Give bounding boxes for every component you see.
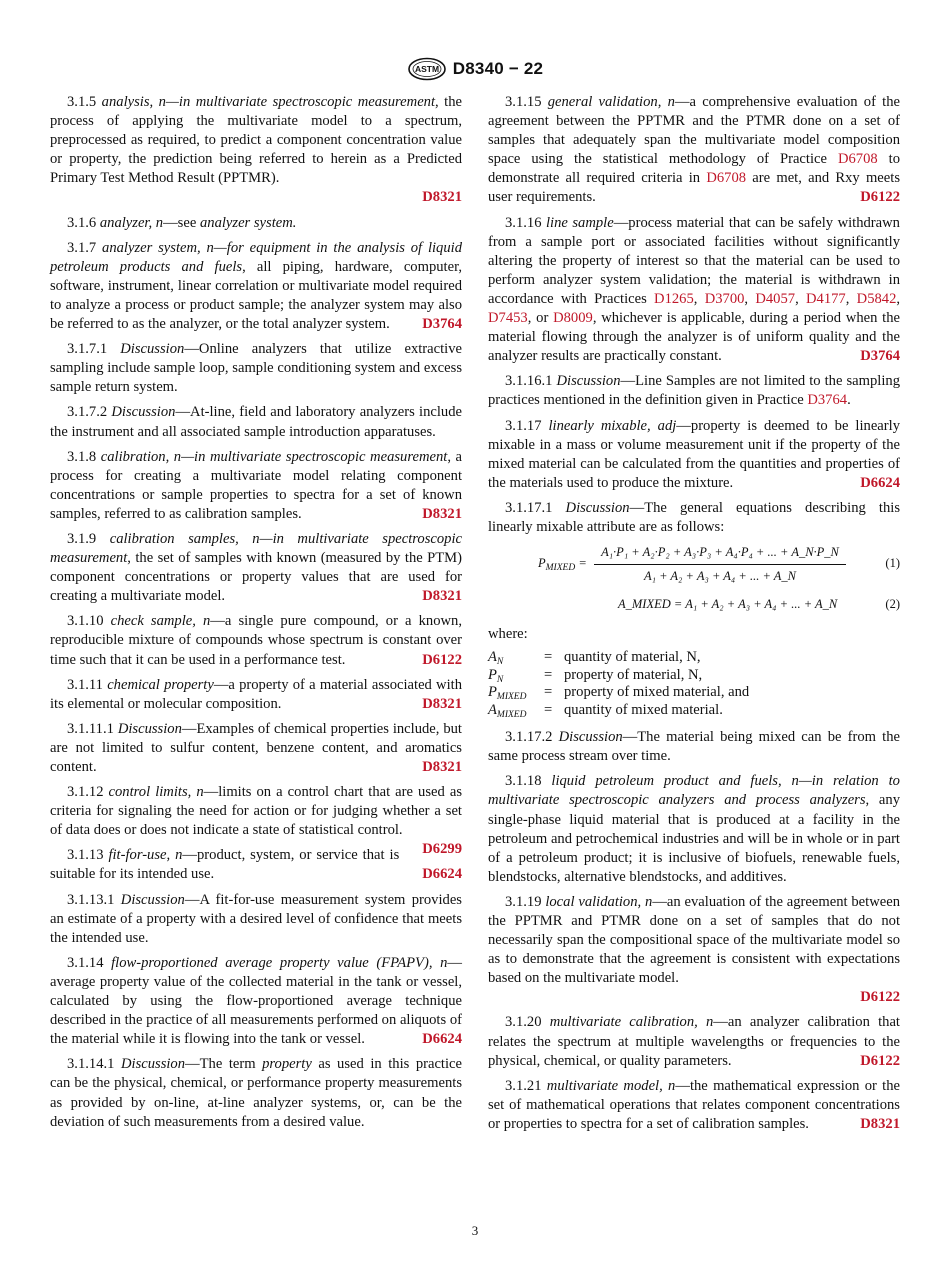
reference-link[interactable]: D6122 xyxy=(860,1052,900,1069)
definition-entry: 3.1.11 chemical property—a property of a material associated with its elemental or molecular composition. D8321 xyxy=(50,676,462,714)
discussion-entry: 3.1.17.1 Discussion—The general equations describing this linearly mixable attribute are as follows: xyxy=(488,499,900,535)
definition-entry: 3.1.10 check sample, n—a single pure compound, or a known, reproducible mixture of compounds whose spectrum is constant over time such that it can be used in a performance test. D6122 xyxy=(50,612,462,669)
term: analysis, n—in multivariate spectroscopic measurement xyxy=(101,94,436,110)
definition-entry: 3.1.17 linearly mixable, adj—property is deemed to be linearly mixable in a mass or volume measurement unit if the property of the mixed material can be calculated from the quantities and properties of the materials used to produce the mixture. D6624 xyxy=(488,417,900,493)
discussion-entry: 3.1.14.1 Discussion—The term property as used in this practice can be the physical, chemical, or performance property measurements as provided by on-line, at-line analyzer systems, or, can be the deviation of such measurements from a desired value. xyxy=(50,1056,463,1130)
reference-link[interactable]: D4057 xyxy=(755,290,796,307)
document-number: D8340 − 22 xyxy=(452,59,544,78)
term: general validation, n xyxy=(547,94,675,110)
term: liquid petroleum product and fuels, n—in relation to multivariate spectroscopic analyzers and process analyzers xyxy=(488,773,900,809)
discussion-entry: 3.1.13.1 Discussion—A fit-for-use measurement system provides an estimate of a property with a desired level of confidence that meets the intended use. xyxy=(50,891,462,946)
definition-entry: 3.1.6 analyzer, n—see analyzer system. xyxy=(67,214,297,231)
equation-lhs: $P_{MIXED}$ = xyxy=(538,556,587,574)
discussion-entry: 3.1.7.2 Discussion—At-line, field and laboratory analyzers include the instrument and all associated sample introduction apparatuses. xyxy=(50,404,462,440)
page-number: 3 xyxy=(471,1223,479,1238)
reference-link[interactable]: D6708 xyxy=(837,151,878,168)
equation-2 xyxy=(488,591,900,617)
definition-entry: 3.1.18 liquid petroleum product and fuels, n—in relation to multivariate spectroscopic analyzers and process analyzers, any single-phase liquid material that is produced at a facility in the petroleum and petrochemical industries and will be in whole or in part of a petroleum product; it is inclusive of biofuels, renewable fuels, blendstocks, alternative blendstocks, and additives. xyxy=(488,773,901,885)
reference-link[interactable]: D8321 xyxy=(422,588,462,605)
definition-entry: 3.1.5 analysis, n—in multivariate spectroscopic measurement, the process of applying the multivariate model to a spectrum, preprocessed as required, to predict a component concentration value or property, the prediction being referred to herein as a Predicted Primary Test Method Result (PPTMR). D8321 xyxy=(50,94,462,206)
reference-link[interactable]: D6624 xyxy=(422,866,462,883)
where-label: where: xyxy=(488,626,528,643)
variable-row: $P_N$ = property of material, N, xyxy=(488,666,703,685)
reference-link[interactable]: D3700 xyxy=(704,290,745,307)
term: calibration samples, n—in multivariate spectroscopic measurement xyxy=(50,530,462,567)
discussion-entry: 3.1.7.1 Discussion—Online analyzers that utilize extractive sampling include sample loop, sample conditioning system and excess sample return system. xyxy=(50,341,462,396)
definition-entry: 3.1.14 flow-proportioned average property value (FPAPV), n—average property value of the collected material in the tank or vessel, calculated by using the flow-proportioned average technique described in the practice of all measurements performed on aliquots of the material while it is flowing into the tank or vessel. D6624 xyxy=(50,954,462,1049)
term: flow-proportioned average property value (FPAPV), n xyxy=(111,954,448,971)
term: chemical property xyxy=(107,676,214,693)
term: line sample xyxy=(545,214,614,231)
equation-numerator: A₁·P₁ + A₂·P₂ + A₃·P₃ + A₄·P₄ + ... + A_N·P_N xyxy=(594,543,846,565)
definition-entry: 3.1.13 fit-for-use, n—product, system, or service that is suitable for its intended use. D6624 xyxy=(50,846,462,884)
astm-logo-icon xyxy=(407,57,447,81)
definition-entry: 3.1.7 analyzer system, n—for equipment in the analysis of liquid petroleum products and fuels, all piping, hardware, computer, software, instrument, linear correlation or multivariate model required to analyze a process or product sample; the analyzer system may also be referred to as the analyzer, or the total analyzer system. D3764 xyxy=(50,239,462,334)
right-column xyxy=(488,93,900,1140)
reference-link[interactable]: D6624 xyxy=(422,1031,462,1048)
reference-link[interactable]: D1265 xyxy=(654,290,694,307)
term: multivariate calibration, n xyxy=(549,1014,714,1031)
term: calibration, n—in multivariate spectroscopic measurement xyxy=(100,448,448,465)
definition-entry: 3.1.20 multivariate calibration, n—an analyzer calibration that relates the spectrum at multiple wavelengths or frequencies to the physical, chemical, or quality parameters. D6122 xyxy=(488,1013,900,1070)
reference-link[interactable]: D8321 xyxy=(422,505,462,522)
reference-link[interactable]: D8321 xyxy=(860,1115,900,1132)
variable-list xyxy=(488,648,900,718)
reference-link[interactable]: D8009 xyxy=(553,310,593,327)
equation-number: (1) xyxy=(885,556,900,571)
reference-link[interactable]: D6708 xyxy=(706,170,747,187)
variable-row: $P_{MIXED}$ = property of mixed material, and xyxy=(488,684,750,703)
reference-link[interactable]: D4177 xyxy=(806,290,846,307)
definition-entry: 3.1.8 calibration, n—in multivariate spectroscopic measurement, a process for creating a multivariate model relating component concentrations or sample properties to spectra for a set of known samples, referred to as calibration samples. D8321 xyxy=(50,448,462,524)
discussion-entry: 3.1.11.1 Discussion—Examples of chemical properties include, but are not limited to sulfur content, benzene content, and aromatics content. D8321 xyxy=(50,720,462,777)
reference-link[interactable]: D6122 xyxy=(422,651,462,668)
definition-entry: 3.1.15 general validation, n—a comprehensive evaluation of the agreement between the PPTMR and the PTMR done on a set of samples that adequately span the multivariate model composition space using the statistical methodology of Practice D6708 to demonstrate all required criteria in D6708 are met, and Rxy meets user requirements. D6122 xyxy=(488,93,900,208)
reference-link[interactable]: D7453 xyxy=(488,310,528,327)
variable-row: $A_N$ = quantity of material, N, xyxy=(488,649,701,668)
reference-link[interactable]: D8321 xyxy=(422,695,462,712)
equation-fraction xyxy=(594,543,846,586)
term: multivariate model, n xyxy=(546,1077,676,1094)
reference-link[interactable]: D8321 xyxy=(422,189,462,206)
reference-link[interactable]: D6122 xyxy=(860,989,900,1006)
reference-link[interactable]: D6122 xyxy=(860,189,900,206)
equation-denominator: A₁ + A₂ + A₃ + A₄ + ... + A_N xyxy=(643,569,797,584)
term: fit-for-use, n xyxy=(108,847,183,864)
equation-1 xyxy=(488,543,900,589)
equation-number: (2) xyxy=(885,597,900,612)
discussion-entry: 3.1.17.2 Discussion—The material being mixed can be from the same process stream over time. xyxy=(488,729,900,765)
definition-entry: 3.1.19 local validation, n—an evaluation of the agreement between the PPTMR and PTMR done on a set of samples that do not necessarily span the compositional space of the multivariate model so as to demonstrate that the agreement is consistent with expectations based on the multivariate model. D6122 xyxy=(488,893,900,1006)
definition-entry: 3.1.16 line sample—process material that can be safely withdrawn from a sample port or associated facilities without significantly altering the property of interest so that the material can be used to perform analyzer system validation; the material is withdrawn in accordance with Practices D1265, D3700, D4057, D4177, D5842, D7453, or D8009, whichever is applicable, during a period when the material flowing through the analyzer is of uniform quality and the analyzer results are practically constant. D3764 xyxy=(488,214,900,367)
reference-link[interactable]: D5842 xyxy=(856,290,897,307)
definition-entry: 3.1.9 calibration samples, n—in multivariate spectroscopic measurement, the set of samples with known (measured by the PTM) component concentrations or property values that are used for creating a multivariate model. D8321 xyxy=(50,530,462,606)
reference-link[interactable]: D3764 xyxy=(807,392,848,409)
reference-link[interactable]: D8321 xyxy=(422,759,462,775)
term: analyzer system, n—for equipment in the analysis of liquid petroleum products and fuels xyxy=(50,239,462,275)
term: check sample, n xyxy=(110,613,211,630)
page-header xyxy=(0,56,950,82)
variable-row: $A_{MIXED}$ = quantity of mixed material. xyxy=(488,701,723,720)
term: local validation, n xyxy=(545,893,653,910)
definition-entry: 3.1.12 control limits, n—limits on a control chart that are used as criteria for signaling the need for action or for judging whether a set of data does or does not indicate a state of statistical control. D6299 xyxy=(50,783,462,840)
reference-link[interactable]: D6624 xyxy=(860,474,900,491)
term: control limits, n xyxy=(108,784,204,801)
discussion-entry: 3.1.16.1 Discussion—Line Samples are not limited to the sampling practices mentioned in the definition given in Practice D3764. xyxy=(488,373,900,409)
reference-link[interactable]: D6299 xyxy=(422,841,462,858)
term: analyzer, n xyxy=(99,214,164,231)
logo-text: ASTM xyxy=(414,64,439,75)
definition-entry: 3.1.21 multivariate model, n—the mathematical expression or the set of mathematical operations that relates component concentrations or properties to spectra for a set of calibration samples. D8321 xyxy=(488,1077,900,1134)
equation-text: A_MIXED = A₁ + A₂ + A₃ + A₄ + ... + A_N xyxy=(618,597,838,612)
reference-link[interactable]: D3764 xyxy=(422,316,462,333)
left-column xyxy=(50,93,462,1138)
term: linearly mixable, adj xyxy=(548,417,677,434)
reference-link[interactable]: D3764 xyxy=(860,348,900,365)
